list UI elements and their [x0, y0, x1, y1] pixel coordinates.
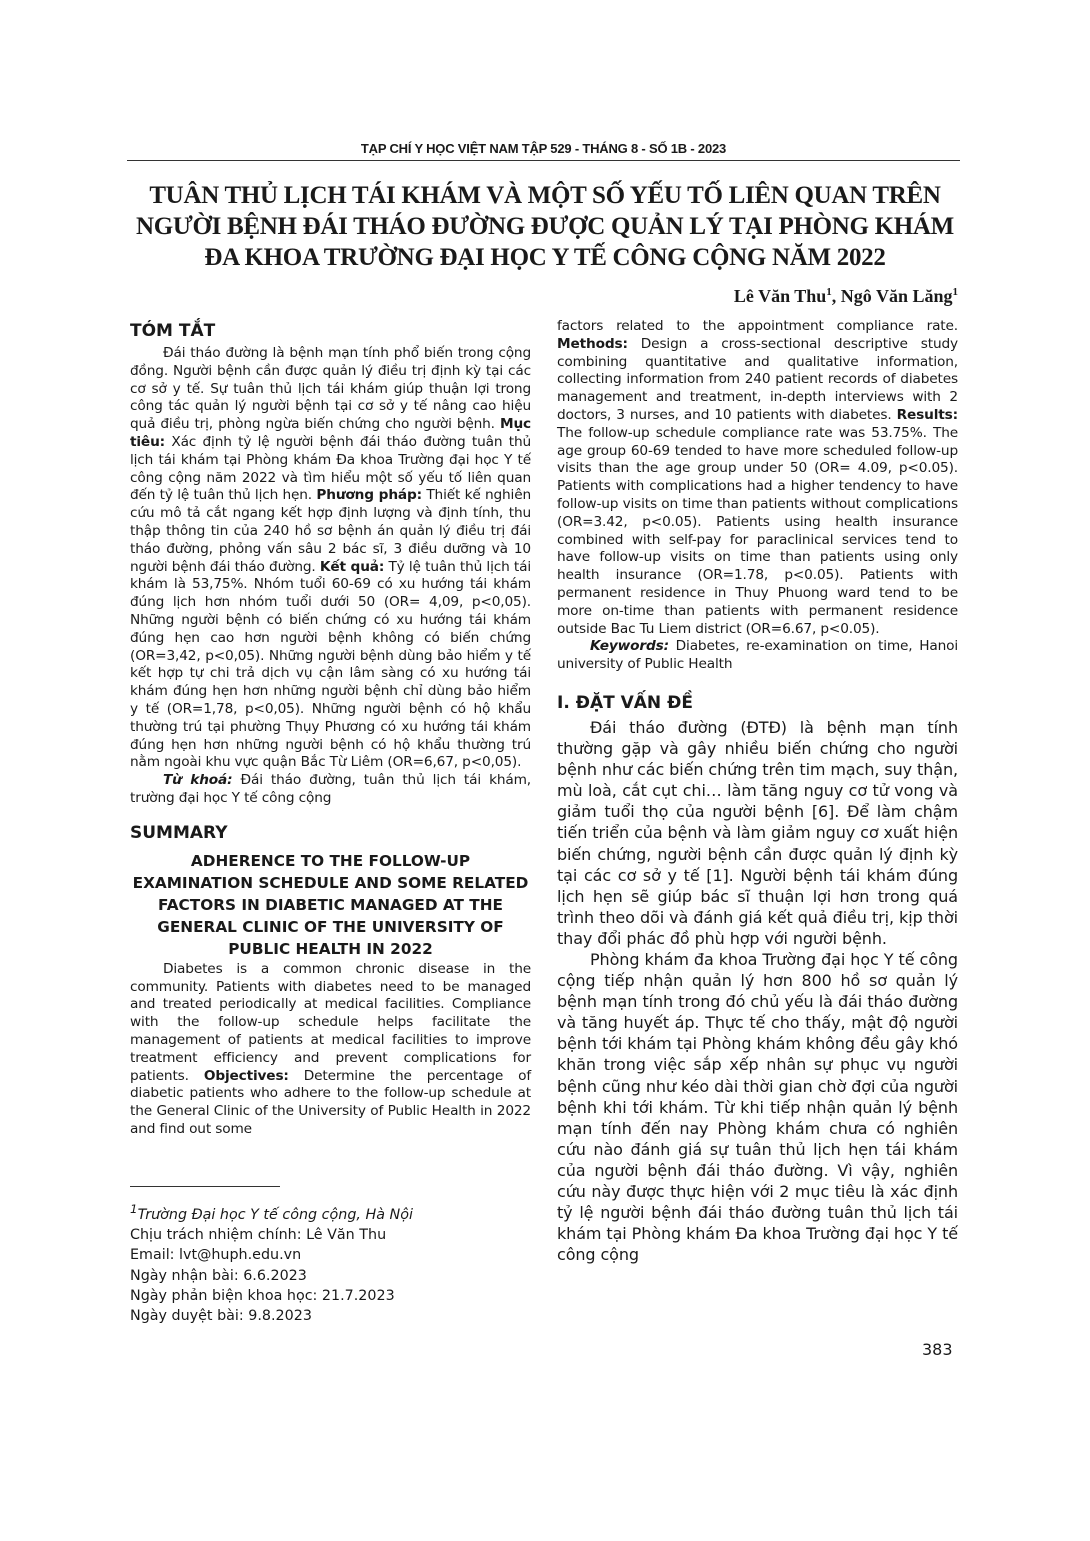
abstract-text: Xác định tỷ lệ người bệnh đái tháo đường tuân thủ lịch tái khám tại Phòng khám Đa khoa Trường đại học Y tế công cộng năm 2022 và tìm hiểu một số yếu tố liên quan đến tỷ lệ tuân thủ lịch hẹn. [130, 433, 531, 504]
header-divider [127, 160, 960, 161]
summary-text: Determine the percentage of diabetic patients who adhere to the follow-up schedule at the General Clinic of the University of Public Health in 2022 and find out some [130, 1067, 532, 1137]
footnote-line: Ngày nhận bài: 6.6.2023 [130, 1267, 307, 1284]
author-name: Lê Văn Thu [733, 286, 827, 306]
keywords-label: Keywords: [590, 638, 669, 655]
author-affiliation-mark: 1 [952, 286, 958, 298]
page-number: 383 [922, 1340, 953, 1359]
affiliation-text: Trường Đại học Y tế công cộng, Hà Nội [137, 1206, 413, 1223]
journal-header: TẠP CHÍ Y HỌC VIỆT NAM TẬP 529 - THÁNG 8 - SỐ 1B - 2023 [360, 141, 727, 156]
summary-body [130, 961, 531, 1139]
abstract-vi-keywords [130, 772, 531, 808]
abstract-label: Phương pháp: [316, 487, 422, 504]
summary-text: Design a cross-sectional descriptive study combining quantitative and qualitative information, collecting information from 240 patient records of diabetes management and treatment, in-depth interviews with 2 doctors, 3 nurses, and 10 patients with diabetes. [557, 335, 958, 423]
summary-title: ADHERENCE TO THE FOLLOW-UP EXAMINATION SCHEDULE AND SOME RELATED FACTORS IN DIABETIC MANAGED AT THE GENERAL CLINIC OF THE UNIVERSITY OF PUBLIC HEALTH IN 2022 [132, 851, 529, 958]
summary-label: Results: [896, 406, 958, 423]
intro-heading: I. ĐẶT VẤN ĐỀ [557, 692, 693, 713]
summary-text: Diabetes is a common chronic disease in the community. Patients with diabetes need to be managed and treated periodically at medical facilities. Compliance with the follow-up schedule helps facilitate the management of patients at medical facilities to improve treatment efficiency and prevent complications for patients. [130, 960, 531, 1084]
keywords-text: Diabetes, re-examination on time, Hanoi university of Public Health [557, 638, 958, 673]
footnote [130, 1199, 413, 1327]
summary-label: Methods: [557, 335, 628, 352]
title-line: NGƯỜI BỆNH ĐÁI THÁO ĐƯỜNG ĐƯỢC QUẢN LÝ TẠI PHÒNG KHÁM [136, 213, 954, 240]
footnote-line: Ngày duyệt bài: 9.8.2023 [130, 1308, 312, 1325]
summary-keywords [557, 638, 958, 674]
intro-paragraph: Đái tháo đường (ĐTĐ) là bệnh mạn tính thường gặp và gây nhiều biến chứng cho người bệnh như các biến chứng trên tim mạch, suy thận, mù loà, cắt cụt chi… làm tăng nguy cơ tử vong và giảm tuổi thọ của người bệnh [6]. Để làm chậm tiến triển của bệnh và làm giảm nguy cơ xuất hiện biến chứng, người bệnh cần được quản lý định kỳ tại các cơ sở y tế [1]. Người bệnh tái khám đúng lịch hẹn sẽ giúp bác sĩ thuận lợi hơn trong quá trình theo dõi và đánh giá kết quả điều trị, kịp thời thay đổi phác đồ phù hợp với người bệnh. [557, 717, 958, 948]
author-name: Ngô Văn Lăng [840, 286, 953, 306]
keywords-label: Từ khoá: [163, 772, 233, 789]
abstract-text: Thiết kế nghiên cứu mô tả cắt ngang kết hợp định lượng và định tính, thu thập thông tin của 240 hồ sơ bệnh án quản lý điều trị đái tháo đường, phỏng vấn sâu 2 bác sĩ, 3 điều dưỡng và 10 người bệnh đái tháo đường. [130, 487, 531, 575]
title-line: ĐA KHOA TRƯỜNG ĐẠI HỌC Y TẾ CÔNG CỘNG NĂM 2022 [204, 244, 886, 271]
keywords-text: Đái tháo đường, tuân thủ lịch tái khám, trường đại học Y tế công cộng [130, 772, 532, 806]
footnote-line: Email: lvt@huph.edu.vn [130, 1247, 302, 1264]
footnote-affiliation [130, 1199, 413, 1225]
footnote-mark: 1 [130, 1202, 138, 1216]
left-column [130, 320, 531, 1139]
abstract-label: Mục tiêu: [130, 416, 531, 450]
intro-paragraph: Phòng khám đa khoa Trường đại học Y tế công cộng tiếp nhận quản lý hơn 800 hồ sơ quản lý bệnh mạn tính trong đó chủ yếu là đái tháo đường và tăng huyết áp. Thực tế cho thấy, mật độ người bệnh tới khám tại Phòng khám không đều gây khó khăn trong việc sắp xếp nhân sự phục vụ người bệnh cũng như kéo dài thời gian chờ đợi của người bệnh khi tới khám. Từ khi tiếp nhận quản lý bệnh mạn tính đến nay Phòng khám chưa có nghiên cứu nào đánh giá sự tuân thủ lịch hẹn tái khám của người bệnh đái tháo đường. Vì vậy, nghiên cứu này được thực hiện với 2 mục tiêu là xác định tỷ lệ người bệnh đái tháo đường tuân thủ lịch tái khám tại Phòng khám Đa khoa Trường đại học Y tế công cộng [557, 949, 958, 1265]
abstract-text: Tỷ lệ tuân thủ lịch tái khám là 53,75%. Nhóm tuổi 60-69 có xu hướng tái khám đúng lịch hơn nhóm tuổi dưới 50 (OR= 4,09, p<0,05). Những người bệnh có biến chứng có xu hướng tái khám đúng hẹn cao hơn người bệnh không có biến chứng (OR=3,42, p<0,05). Những người bệnh dùng bảo hiểm y tế kết hợp tự chi trả dịch vụ cận lâm sàng có xu hướng tái khám đúng hẹn hơn những người bệnh chỉ dùng bảo hiểm y tế (OR=1,78, p<0,05). Những người bệnh có hộ khẩu thường trú tại phường Thụy Phương có xu hướng tái khám đúng hẹn hơn những người bệnh có hộ khẩu thường trú nằm ngoài khu vực quận Bắc Từ Liêm (OR=6,67, p<0,05). [130, 558, 531, 771]
summary-text: factors related to the appointment compliance rate. [557, 318, 958, 334]
abstract-text: Đái tháo đường là bệnh mạn tính phổ biến trong cộng đồng. Người bệnh cần được quản lý điều trị định kỳ tại các cơ sở y tế. Sự tuân thủ lịch tái khám giúp thuận lợi trong công tác quản lý người bệnh tại cơ sở y tế nâng cao hiệu quả điều trị, phòng ngừa biến chứng cho người bệnh. [130, 345, 531, 433]
footnote-line: Ngày phản biện khoa học: 21.7.2023 [130, 1287, 395, 1304]
author-separator: , [831, 286, 841, 306]
abstract-vi-heading: TÓM TẮT [130, 321, 216, 341]
abstract-vi-body [130, 345, 531, 772]
abstract-label: Kết quả: [319, 558, 385, 575]
footnote-line: Chịu trách nhiệm chính: Lê Văn Thu [130, 1227, 387, 1244]
article-title [110, 180, 980, 273]
footnote-divider [130, 1186, 280, 1187]
summary-label: Objectives: [203, 1067, 289, 1084]
author-affiliation-mark: 1 [826, 286, 832, 298]
summary-text: The follow-up schedule compliance rate was 53.75%. The age group 60-69 tended to have more scheduled follow-up visits than the age group under 50 (OR= 4.09, p<0.05). Patients with complications had a higher tendency to have follow-up visits on time than patients without complications (OR=3.42, p<0.05). Patients using health insurance combined with self-pay for paraclinical services tend to have follow-up visits on time than patients using only health insurance (OR=1.78, p<0.05). Patients with permanent residence in Thuy Phuong ward tend to be more on-time than patients with permanent residence outside Bac Tu Liem district (OR=6.67, p<0.05). [557, 424, 958, 637]
summary-body-continued [557, 318, 958, 638]
right-column [557, 318, 958, 1265]
title-line: TUÂN THỦ LỊCH TÁI KHÁM VÀ MỘT SỐ YẾU TỐ LIÊN QUAN TRÊN [149, 182, 941, 209]
authors [734, 286, 958, 307]
summary-heading: SUMMARY [130, 822, 228, 843]
